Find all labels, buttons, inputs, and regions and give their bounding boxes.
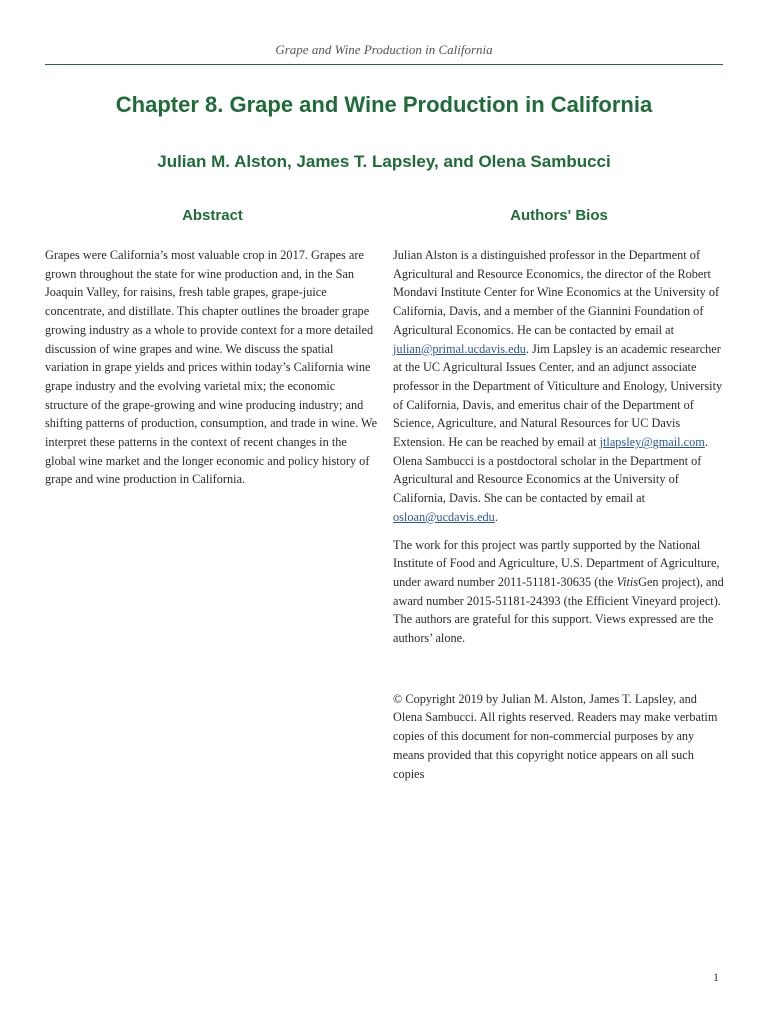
abstract-heading: Abstract	[182, 207, 243, 224]
page-number: 1	[713, 970, 719, 984]
authors-line: Julian M. Alston, James T. Lapsley, and Olena Sambucci	[157, 152, 611, 171]
bios-column	[393, 206, 725, 783]
email-link-alston[interactable]: julian@primal.ucdavis.edu	[393, 341, 526, 356]
email-link-sambucci[interactable]: osloan@ucdavis.edu	[393, 509, 495, 524]
abstract-column	[45, 206, 380, 489]
bios-paragraph	[393, 246, 725, 527]
funding-text-italic: Vitis	[616, 574, 639, 589]
running-head: Grape and Wine Production in California	[275, 42, 493, 57]
abstract-text: Grapes were California’s most valuable crop in 2017. Grapes are grown throughout the state for wine production and, in the San Joaquin Valley, for raisins, fresh table grapes, grape-juice concentrate, and distillate. This chapter outlines the broader grape growing industry as a whole to provide context for a more detailed discussion of wine grapes and wine. We discuss the spatial variation in grape yields and prices within today’s California wine grape industry and the evolving varietal mix; the economic structure of the grape-growing and wine producing industry; and shifting patterns of production, consumption, and trade in wine. We interpret these patterns in the context of recent changes in the global wine market and the longer economic and policy history of grape and wine production in California.	[45, 248, 378, 487]
header-divider	[45, 64, 723, 65]
bios-text-end: .	[494, 509, 498, 524]
bios-text-sambucci: . Olena Sambucci is a postdoctoral scholar in the Department of Agricultural and Resource Economics at the University of California, Davis. She can be contacted by email at	[393, 435, 708, 506]
bios-heading: Authors' Bios	[510, 207, 608, 224]
chapter-title: Chapter 8. Grape and Wine Production in California	[115, 92, 653, 117]
funding-text-end: Gen project), and award number 2015-51181-24393 (the Efficient Vineyard project). The authors are grateful for this support. Views expressed are the authors’ alone.	[393, 574, 724, 646]
email-link-lapsley[interactable]: jtlapsley@gmail.com	[599, 435, 705, 450]
funding-paragraph	[393, 536, 725, 648]
copyright-notice: © Copyright 2019 by Julian M. Alston, James T. Lapsley, and Olena Sambucci. All rights reserved. Readers may make verbatim copies of this document for non-commercial purposes by any means provided that this copyright notice appears on all such copies	[393, 691, 718, 781]
bios-text-alston: Julian Alston is a distinguished professor in the Department of Agricultural and Resource Economics, the director of the Robert Mondavi Institute Center for Wine Economics at the University of California, Davis, and a member of the Giannini Foundation of Agricultural Economics. He can be contacted by email at	[393, 248, 720, 337]
funding-text-start: The work for this project was partly supported by the National Institute of Food and Agriculture, U.S. Department of Agriculture, under award number 2011-51181-30635 (the	[393, 537, 720, 589]
bios-text-lapsley: . Jim Lapsley is an academic researcher at the UC Agricultural Issues Center, and an adjunct associate professor in the Department of Viticulture and Enology, University of California, Davis, and emeritus chair of the Department of Science, Agriculture, and Natural Resources for UC Davis Extension. He can be reached by email at	[393, 341, 723, 450]
